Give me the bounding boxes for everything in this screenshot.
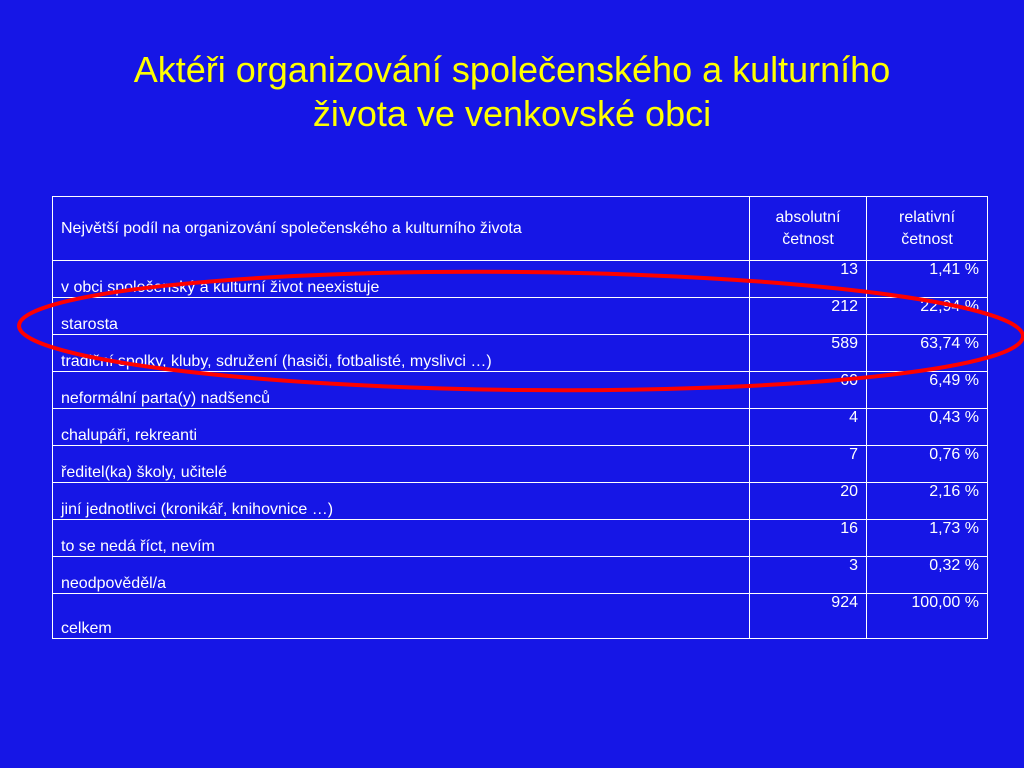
table-header-row [53, 197, 988, 261]
header-relative-line-1: relativní [898, 208, 956, 226]
row-relative: 0,76 % [867, 446, 988, 483]
row-relative: 63,74 % [867, 335, 988, 372]
results-table [52, 196, 988, 639]
row-label: v obci společenský a kulturní život neexistuje [53, 261, 750, 298]
table-row [53, 261, 988, 298]
table-body [53, 261, 988, 639]
row-relative: 100,00 % [867, 594, 988, 639]
header-relative-line-2: četnost [901, 230, 953, 248]
row-absolute: 7 [750, 446, 867, 483]
table-row [53, 446, 988, 483]
slide-title [40, 48, 984, 136]
row-absolute: 13 [750, 261, 867, 298]
row-label: neformální parta(y) nadšenců [53, 372, 750, 409]
row-label: ředitel(ka) školy, učitelé [53, 446, 750, 483]
row-label: to se nedá říct, nevím [53, 520, 750, 557]
row-label: tradiční spolky, kluby, sdružení (hasiči, fotbalisté, myslivci …) [53, 335, 750, 372]
row-label: neodpověděl/a [53, 557, 750, 594]
row-label: chalupáři, rekreanti [53, 409, 750, 446]
row-absolute: 60 [750, 372, 867, 409]
header-relative-frequency [867, 197, 988, 261]
slide-title-line-2: života ve venkovské obci [312, 93, 712, 134]
row-absolute: 20 [750, 483, 867, 520]
row-absolute: 212 [750, 298, 867, 335]
header-absolute-frequency [750, 197, 867, 261]
row-label: celkem [53, 594, 750, 639]
header-absolute-line-1: absolutní [775, 208, 841, 226]
row-relative: 2,16 % [867, 483, 988, 520]
row-absolute: 4 [750, 409, 867, 446]
table-row [53, 483, 988, 520]
row-absolute: 924 [750, 594, 867, 639]
table-row [53, 520, 988, 557]
row-absolute: 3 [750, 557, 867, 594]
row-relative: 0,32 % [867, 557, 988, 594]
table-header [53, 197, 988, 261]
row-relative: 22,94 % [867, 298, 988, 335]
row-label: starosta [53, 298, 750, 335]
table-row [53, 298, 988, 335]
table-row [53, 335, 988, 372]
slide-title-line-1: Aktéři organizování společenského a kulturního [133, 49, 891, 90]
row-relative: 1,73 % [867, 520, 988, 557]
table-row-total [53, 594, 988, 639]
row-absolute: 16 [750, 520, 867, 557]
table-row [53, 409, 988, 446]
row-relative: 1,41 % [867, 261, 988, 298]
table-row [53, 372, 988, 409]
row-relative: 6,49 % [867, 372, 988, 409]
table-row [53, 557, 988, 594]
row-relative: 0,43 % [867, 409, 988, 446]
row-label: jiní jednotlivci (kronikář, knihovnice …) [53, 483, 750, 520]
row-absolute: 589 [750, 335, 867, 372]
header-description: Největší podíl na organizování společenského a kulturního života [53, 197, 750, 261]
header-absolute-line-2: četnost [782, 230, 834, 248]
